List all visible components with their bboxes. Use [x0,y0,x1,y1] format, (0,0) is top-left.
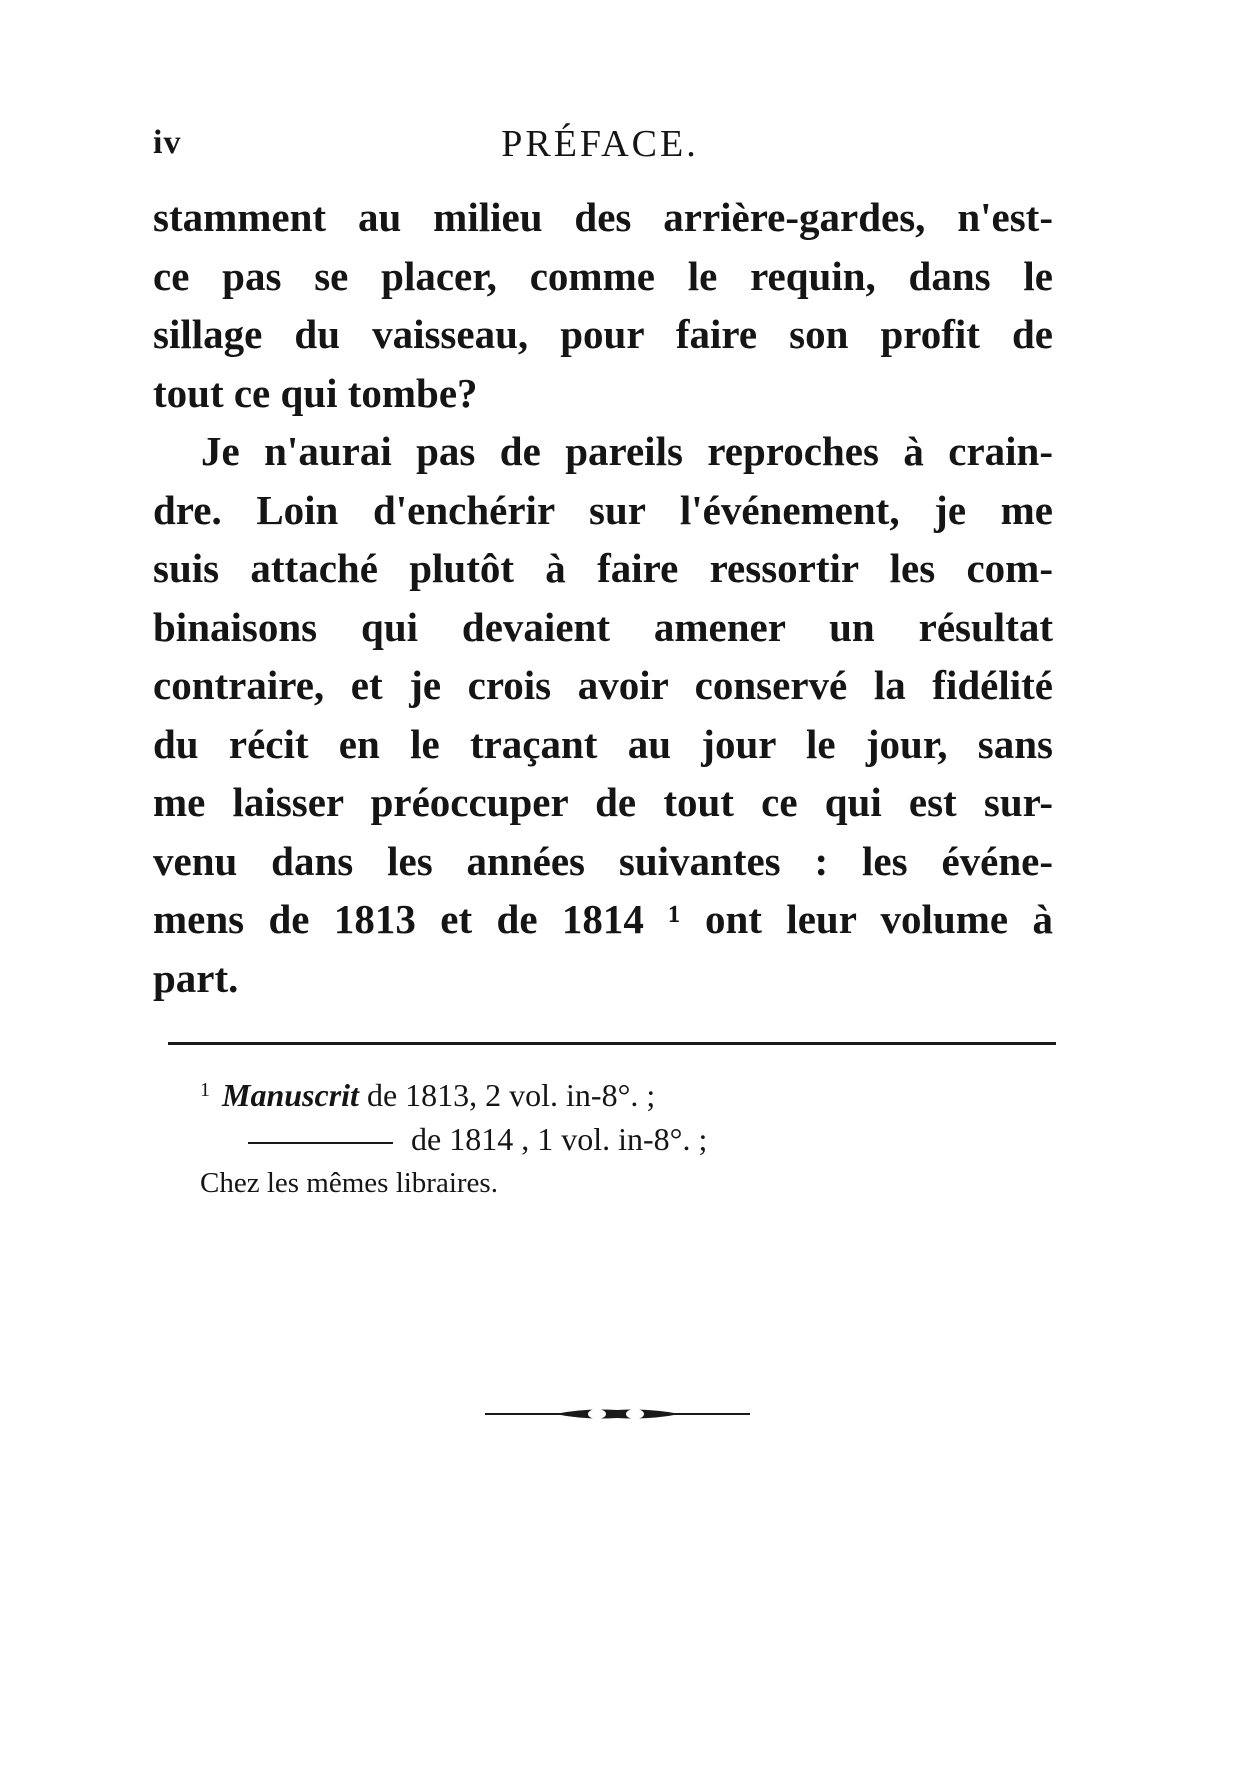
footnote-rule [168,1042,1056,1045]
text-line: suis attaché plutôt à faire ressortir les com- [153,545,1053,591]
page-number: iv [153,124,182,161]
footnote-line [200,1117,707,1161]
text-line: dre. Loin d'enchérir sur l'événement, je me [153,486,1053,533]
text-line: binaisons qui devaient amener un résultat [153,603,1053,650]
paragraph-start-line: Je n'aurai pas de pareils reproches à crain- [201,428,1053,474]
footnote-text: de 1813, 2 vol. in-8°. ; [366,1077,656,1113]
running-head: PRÉFACE. [501,123,699,165]
ditto-dash [248,1142,393,1144]
text-line: me laisser préoccuper de tout ce qui est sur- [153,779,1053,825]
text-line: mens de 1813 et de 1814 ¹ ont leur volume à [153,896,1053,942]
footnote-marker: 1 [200,1079,210,1101]
footnote-text: de 1814 , 1 vol. in-8°. ; [411,1121,708,1157]
text-line: tout ce qui tombe? [153,369,478,416]
footnote-line: Chez les mêmes libraires. [200,1167,498,1199]
text-line: sillage du vaisseau, pour faire son profit de [153,311,1053,357]
text-line: du récit en le traçant au jour le jour, sans [153,720,1053,767]
text-line: stamment au milieu des arrière-gardes, n'est- [153,194,1053,240]
footnote-title: Manuscrit [222,1077,359,1113]
text-line: venu dans les années suivantes : les événe- [153,837,1053,884]
footnote-line [200,1068,707,1117]
text-line: ce pas se placer, comme le requin, dans le [153,252,1053,299]
footnotes [200,1068,707,1205]
text-line: part. [153,954,239,1001]
text-line: contraire, et je crois avoir conservé la fidélité [153,662,1053,708]
tail-ornament [485,1404,750,1424]
body-text [153,188,1053,1007]
